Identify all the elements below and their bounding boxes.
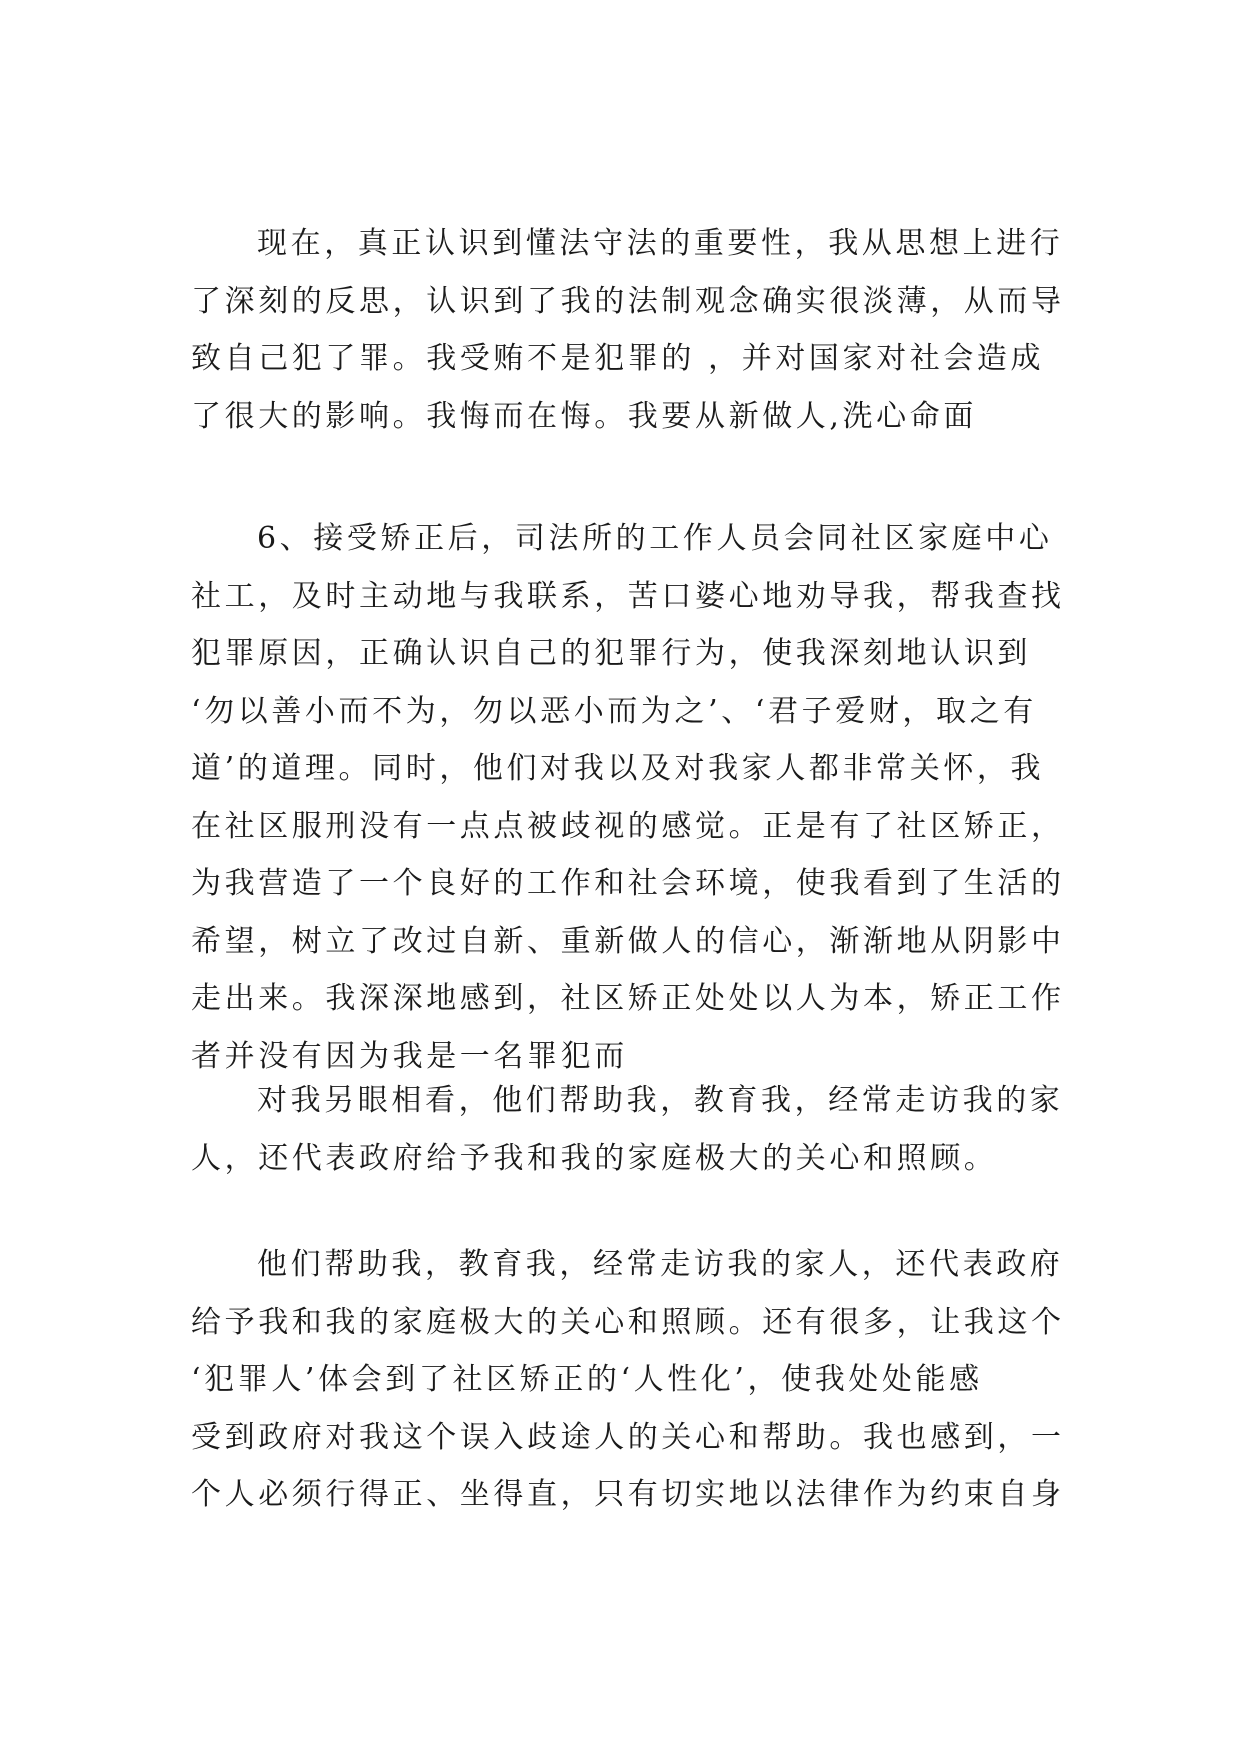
paragraph-line: 个人必须行得正、坐得直，只有切实地以法律作为约束自身 (191, 1477, 1065, 1512)
paragraph-line: 希望，树立了改过自新、重新做人的信心，渐渐地从阴影中 (191, 923, 1065, 959)
paragraph-line: 对我另眼相看，他们帮助我，教育我，经常走访我的家 (257, 1083, 1064, 1118)
paragraph-line: 给予我和我的家庭极大的关心和照顾。还有很多，让我这个 (191, 1304, 1065, 1340)
paragraph-line: 者并没有因为我是一名罪犯而 (191, 1038, 628, 1074)
paragraph-line: 在社区服刑没有一点点被歧视的感觉。正是有了社区矫正， (191, 808, 1065, 844)
paragraph-4 (191, 1236, 1065, 1524)
paragraph-line: 了深刻的反思，认识到了我的法制观念确实很淡薄，从而导 (191, 283, 1065, 319)
paragraph-2 (191, 510, 1065, 1085)
paragraph-line: 犯罪原因，正确认识自己的犯罪行为，使我深刻地认识到 (191, 636, 1031, 671)
paragraph-line: 为我营造了一个良好的工作和社会环境，使我看到了生活的 (191, 866, 1065, 901)
paragraph-line: 他们帮助我，教育我，经常走访我的家人，还代表政府 (257, 1247, 1064, 1282)
paragraph-line: 走出来。我深深地感到，社区矫正处处以人为本，矫正工作 (191, 981, 1065, 1016)
paragraph-line: 6、接受矫正后，司法所的工作人员会同社区家庭中心 (257, 521, 1053, 556)
paragraph-line: 了很大的影响。我悔而在悔。我要从新做人,洗心命面 (191, 398, 977, 434)
paragraph-line: 受到政府对我这个误入歧途人的关心和帮助。我也感到，一 (191, 1419, 1065, 1455)
paragraph-line: 现在，真正认识到懂法守法的重要性，我从思想上进行 (257, 226, 1064, 261)
paragraph-3 (191, 1072, 1064, 1187)
paragraph-line: 致自己犯了罪。我受贿不是犯罪的 ，并对国家对社会造成 (191, 341, 1045, 376)
paragraph-line: 社工，及时主动地与我联系，苦口婆心地劝导我，帮我查找 (191, 578, 1065, 614)
paragraph-line: ‘勿以善小而不为，勿以恶小而为之’、‘君子爱财，取之有 (191, 693, 1037, 729)
paragraph-line: 道’的道理。同时，他们对我以及对我家人都非常关怀，我 (191, 751, 1045, 786)
paragraph-1 (191, 215, 1065, 445)
paragraph-line: ‘犯罪人’体会到了社区矫正的‘人性化’，使我处处能感 (191, 1362, 983, 1397)
paragraph-line: 人，还代表政府给予我和我的家庭极大的关心和照顾。 (191, 1140, 998, 1176)
